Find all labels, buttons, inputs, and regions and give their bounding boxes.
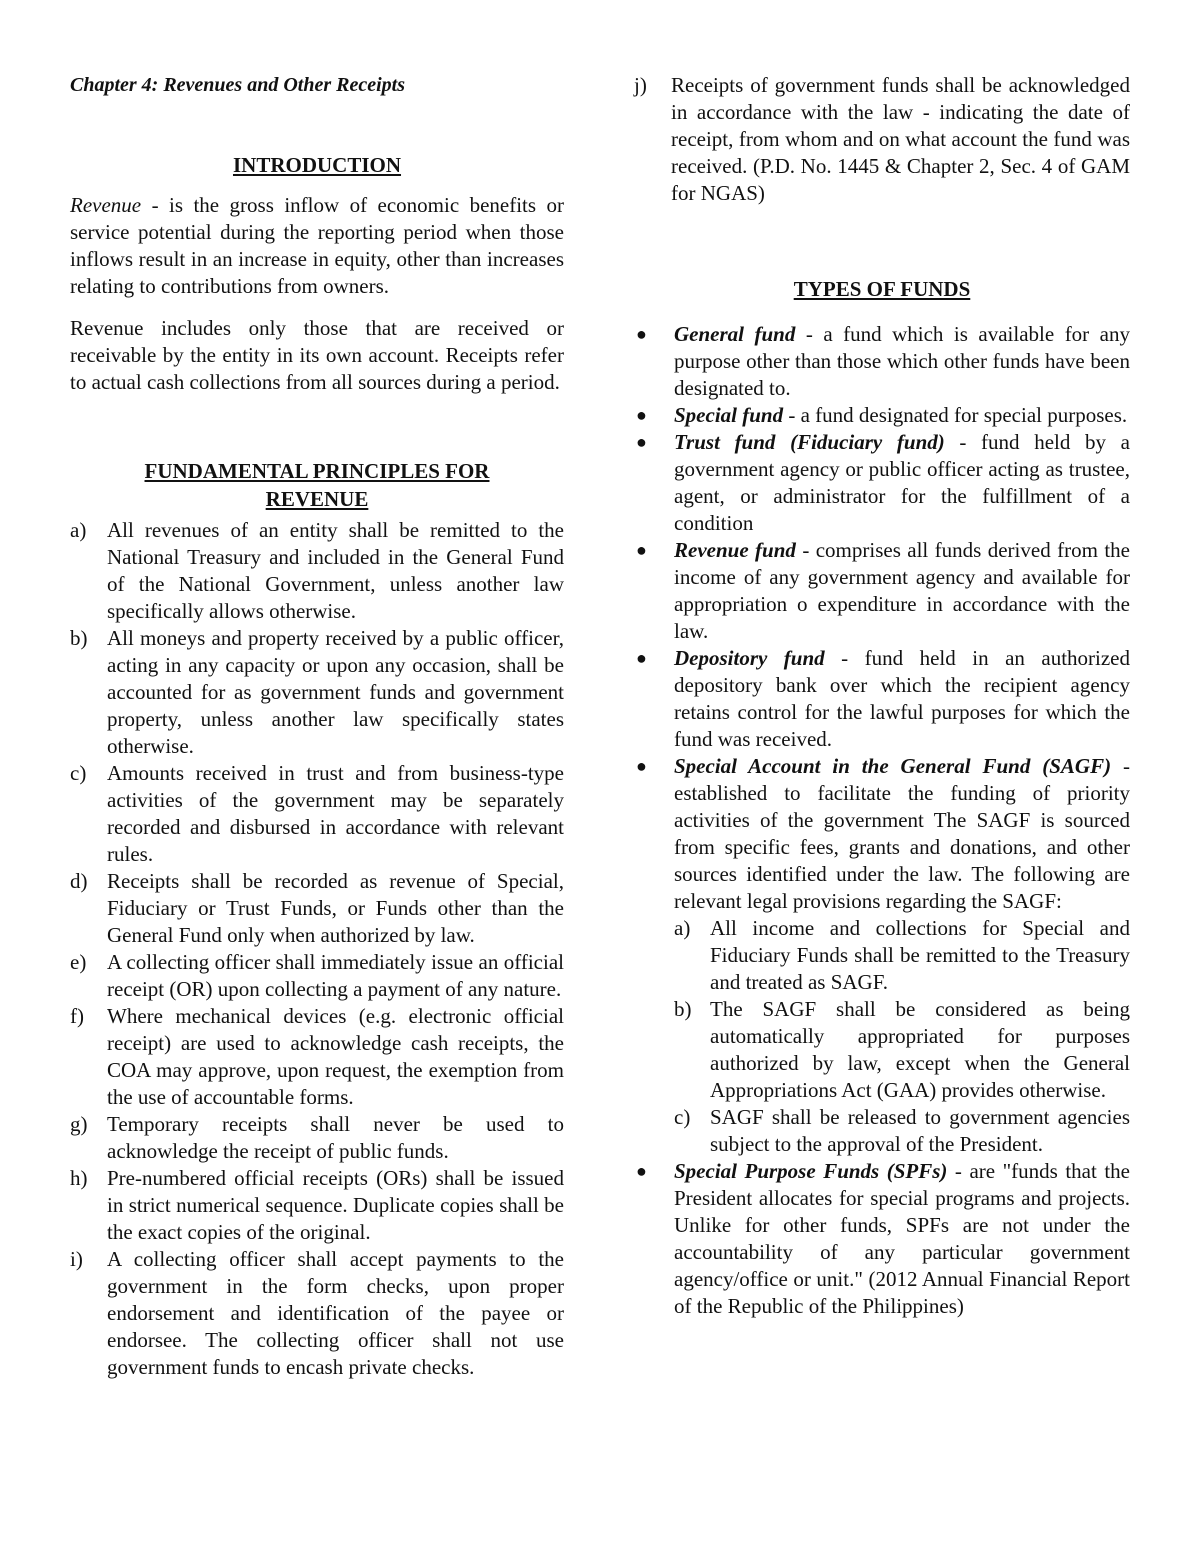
list-item: [70, 1246, 564, 1381]
fund-item-general: [634, 321, 1130, 402]
fund-item-trust: [634, 429, 1130, 537]
list-item: [70, 1003, 564, 1111]
list-text: A collecting officer shall accept payments to the government in the form checks, upon proper endorsement and identification of the payee or endorsee. The collecting officer shall not use government funds to encash private checks.: [107, 1247, 564, 1379]
bullet-icon: ●: [636, 648, 647, 668]
fund-text: - a fund which is available for any purpose other than those which other funds have been designated to.: [674, 322, 1130, 400]
principles-list: [70, 517, 564, 1381]
fund-item-special: [634, 402, 1130, 429]
bullet-icon: ●: [636, 540, 647, 560]
right-column: [634, 72, 1130, 1320]
fund-text: - comprises all funds derived from the income of any government agency and available for appropriation o expenditure in accordance with the law.: [674, 538, 1130, 643]
fund-term: Revenue fund: [674, 538, 796, 562]
fund-item-sagf: [634, 753, 1130, 1158]
list-marker: a): [674, 916, 691, 940]
fund-text: - a fund designated for special purposes.: [783, 403, 1128, 427]
fund-text: - are "funds that the President allocates for special programs and projects. Unlike for other funds, SPFs are not under the accountability of any particular government agency/office or unit." (2012 Annual Financial Report of the Republic of the Philippines): [674, 1159, 1131, 1318]
fund-item-depository: [634, 645, 1130, 753]
list-marker: h): [70, 1166, 88, 1190]
fund-body: [674, 402, 1130, 429]
list-item: [674, 915, 1130, 996]
fund-body: [674, 753, 1130, 1158]
fund-text: - fund held by a government agency or public officer acting as trustee, agent, or administrator for the fulfillment of a condition: [674, 430, 1131, 535]
sagf-provisions-list: [674, 915, 1130, 1158]
list-text: Pre-numbered official receipts (ORs) shall be issued in strict numerical sequence. Duplicate copies shall be the exact copies of the original.: [107, 1166, 564, 1244]
left-column: [70, 72, 564, 1381]
revenue-definition-text: - is the gross inflow of economic benefits or service potential during the reporting period when those inflows result in an increase in equity, other than increases relating to contributions from owners.: [70, 193, 564, 298]
revenue-term: Revenue: [70, 193, 142, 217]
list-item: [70, 1165, 564, 1246]
list-marker: c): [70, 761, 87, 785]
fund-item-revenue: [634, 537, 1130, 645]
fund-term: Trust fund (Fiduciary fund): [674, 430, 945, 454]
principles-heading: [70, 457, 564, 513]
fund-body: [674, 321, 1130, 402]
list-item: [70, 949, 564, 1003]
fund-body: [674, 1158, 1130, 1320]
revenue-definition: [70, 192, 564, 300]
list-text: Receipts shall be recorded as revenue of Special, Fiduciary or Trust Funds, or Funds other than the General Fund only when authorized by law.: [107, 869, 564, 947]
list-item: [674, 1104, 1130, 1158]
bullet-icon: ●: [636, 324, 647, 344]
list-text: All income and collections for Special and Fiduciary Funds shall be remitted to the Treasury and treated as SAGF.: [710, 916, 1130, 994]
fund-term: Depository fund: [674, 646, 825, 670]
bullet-icon: ●: [636, 1161, 647, 1181]
fund-body: [674, 537, 1130, 645]
revenue-paragraph: Revenue includes only those that are received or receivable by the entity in its own account. Receipts refer to actual cash collections from all sources during a period.: [70, 316, 564, 394]
list-item: [70, 517, 564, 625]
principles-heading-line2: REVENUE: [265, 487, 369, 511]
types-of-funds-heading: TYPES OF FUNDS: [793, 277, 971, 301]
list-text: SAGF shall be released to government agencies subject to the approval of the President.: [710, 1105, 1130, 1156]
list-text: Temporary receipts shall never be used to acknowledge the receipt of public funds.: [107, 1112, 564, 1163]
fund-term: Special Account in the General Fund (SAGF): [674, 754, 1112, 778]
list-item: [70, 625, 564, 760]
list-text: All moneys and property received by a public officer, acting in any capacity or upon any occasion, shall be accounted for as government funds and government property, unless another law specifically states otherwise.: [107, 626, 564, 758]
list-text: Where mechanical devices (e.g. electronic official receipt) are used to acknowledge cash receipts, the COA may approve, upon request, the exemption from the use of accountable forms.: [107, 1004, 564, 1109]
fund-term: General fund: [674, 322, 796, 346]
list-item: [674, 996, 1130, 1104]
list-item: [70, 868, 564, 949]
bullet-icon: ●: [636, 405, 647, 425]
list-marker: a): [70, 518, 87, 542]
fund-text: - established to facilitate the funding of priority activities of the government The SAGF is sourced from specific fees, grants and donations, and other sources identified under the law. The following are relevant legal provisions regarding the SAGF:: [674, 754, 1130, 913]
list-marker: j): [634, 73, 647, 97]
chapter-title: Chapter 4: Revenues and Other Receipts: [70, 74, 405, 96]
list-marker: e): [70, 950, 87, 974]
list-marker: g): [70, 1112, 88, 1136]
list-text: Amounts received in trust and from business-type activities of the government may be separately recorded and disbursed in accordance with relevant rules.: [107, 761, 564, 866]
funds-list: [634, 321, 1130, 1320]
bullet-icon: ●: [636, 432, 647, 452]
list-marker: i): [70, 1247, 83, 1271]
fund-term: Special fund: [674, 403, 784, 427]
list-item: [634, 72, 1130, 207]
list-marker: b): [674, 997, 692, 1021]
list-marker: c): [674, 1105, 691, 1129]
fund-body: [674, 429, 1130, 537]
list-marker: d): [70, 869, 88, 893]
list-text: The SAGF shall be considered as being automatically appropriated for purposes authorized by law, except when the General Appropriations Act (GAA) provides otherwise.: [710, 997, 1130, 1102]
fund-body: [674, 645, 1130, 753]
list-text: A collecting officer shall immediately issue an official receipt (OR) upon collecting a payment of any nature.: [107, 950, 564, 1001]
fund-text: - fund held in an authorized depository bank over which the recipient agency retains control for the lawful purposes for which the fund was received.: [674, 646, 1130, 751]
list-marker: b): [70, 626, 88, 650]
fund-term: Special Purpose Funds (SPFs): [674, 1159, 948, 1183]
fund-item-spf: [634, 1158, 1130, 1320]
list-item: [70, 1111, 564, 1165]
principles-list-continued: [634, 72, 1130, 207]
list-item: [70, 760, 564, 868]
list-text: Receipts of government funds shall be acknowledged in accordance with the law - indicating the date of receipt, from whom and on what account the fund was received. (P.D. No. 1445 & Chapter 2, Sec. 4 of GAM for NGAS): [671, 73, 1130, 205]
list-text: All revenues of an entity shall be remitted to the National Treasury and included in the General Fund of the National Government, unless another law specifically allows otherwise.: [107, 518, 564, 623]
introduction-heading: INTRODUCTION: [232, 153, 402, 177]
bullet-icon: ●: [636, 756, 647, 776]
list-marker: f): [70, 1004, 84, 1028]
principles-heading-line1: FUNDAMENTAL PRINCIPLES FOR: [144, 459, 490, 483]
